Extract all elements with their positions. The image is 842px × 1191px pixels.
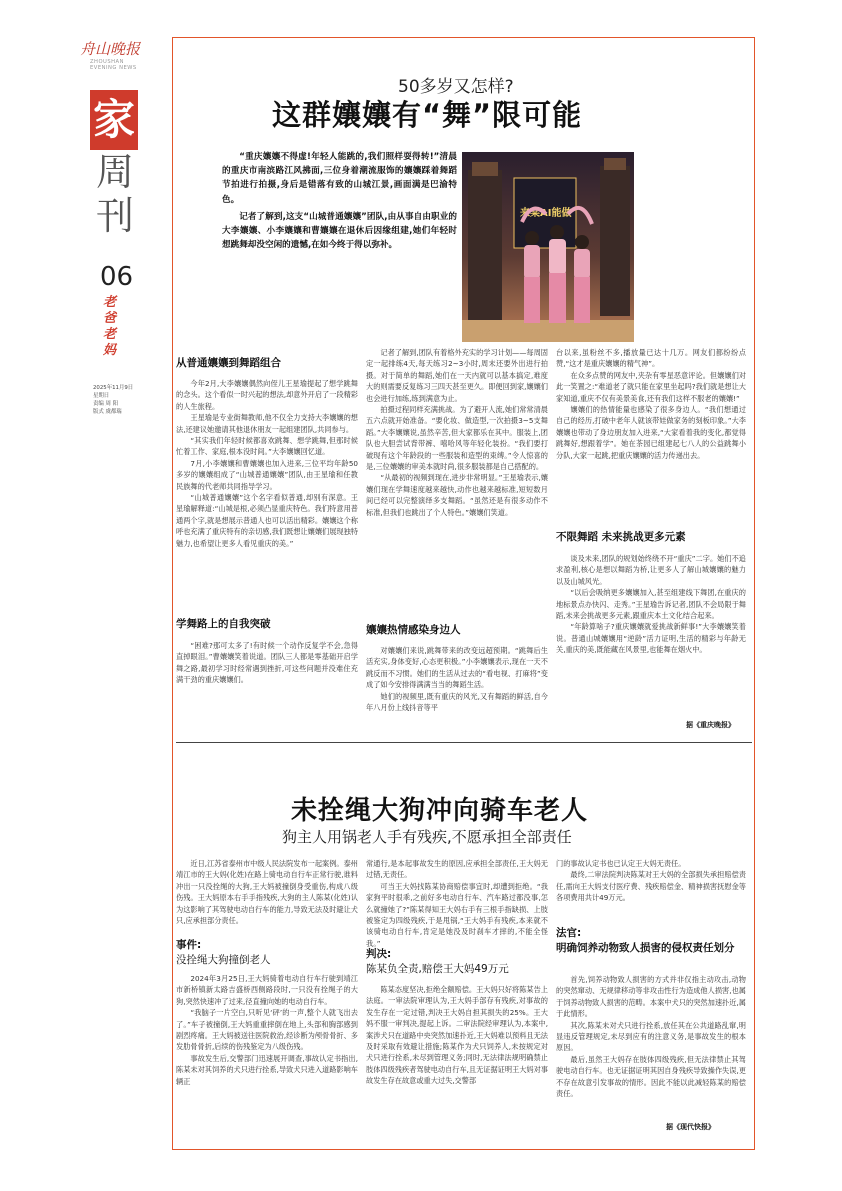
paragraph: 常通行,是本起事故发生的原因,应承担全部责任,王大妈无过错,无责任。 bbox=[366, 859, 548, 880]
paragraph: 谈及未来,团队的规划始终绕不开“重庆”二字。她们不追求盈利,核心是想以舞蹈为桥,让更多人了解山城孃孃的魅力以及山城风光。 bbox=[556, 554, 746, 586]
english-name-line2: EVENING NEWS bbox=[90, 65, 137, 71]
article2-col3-bottom bbox=[556, 974, 746, 1120]
heading-text: 没拴绳大狗撞倒老人 bbox=[176, 954, 271, 966]
article1-heading-2: 学舞路上的自我突破 bbox=[176, 618, 271, 630]
issue-weekday: 星期日 bbox=[93, 393, 110, 399]
editor-credit: 责编 周 阳 bbox=[93, 401, 118, 407]
paragraph: 孃孃们的热情能量也感染了很多身边人。“我们想通过自己的经历,打破中老年人就该带娃做家务的刻板印象。”大李孃孃也带动了身边朋友加入进来,“大家看着我的变化,都觉得跳舞好,想跟着学”。她在茶园已组建起七八人的公益跳舞小分队,大家一起跳,把重庆孃孃的活力传递出去。 bbox=[556, 405, 746, 460]
paragraph: 台以来,虽粉丝不多,播放量已达十几万。网友们都纷纷点赞,“这才是重庆孃孃的精气神”。 bbox=[556, 348, 746, 369]
issue-date: 2025年11月9日 bbox=[93, 385, 134, 391]
article1-lead bbox=[222, 150, 457, 252]
paragraph: 事故发生后,交警部门迅速展开调查,事故认定书指出,陈某未对其饲养的犬只进行拴系,导致犬只进入道路影响车辆正 bbox=[176, 1053, 358, 1086]
paragraph: 7月,小李孃孃和曹孃孃也加入进来,三位平均年龄50多岁的孃孃组成了“山城普通孃孃”团队,由王星瑜和任教民族舞的代老师共同指导学习。 bbox=[176, 458, 358, 491]
issue-meta bbox=[93, 384, 153, 416]
article2-source: 据《现代快报》 bbox=[666, 1123, 715, 1131]
article1-heading-3: 孃孃热情感染身边人 bbox=[366, 624, 461, 636]
article2-col1-bottom bbox=[176, 973, 358, 1137]
heading-label: 判决: bbox=[366, 948, 392, 960]
paragraph: 她们的视频里,既有重庆的风光,又有舞蹈的鲜活,自今年八月份上线抖音等平 bbox=[366, 691, 548, 713]
article1-col2-top bbox=[366, 347, 548, 615]
paragraph: 陈某态度坚决,拒绝全额赔偿。王大妈只好将陈某告上法庭。一审法院审理认为,王大妈手部存有残疾,对事故的发生存在一定过错,判决王大妈自担其损失的25%。王大妈不服一审判决,提起上诉。二审法院经审理认为,本案中,案涉犬只在道路中央突然加速扑近,王大妈难以预料且无法及时采取有效避让措施;陈某作为犬只饲养人,未按规定对犬只进行拴系,未尽到管理义务;同时,无法律法规明确禁止肢体四级残疾者驾驶电动自行车,且无证据证明王大妈对事故发生存在故意或重大过失,交警部 bbox=[366, 985, 548, 1086]
section-divider bbox=[176, 742, 752, 743]
paragraph: 近日,江苏省泰州市中级人民法院发布一起案例。泰州靖江市的王大妈(化姓)在路上骑电动自行车正常行驶,谁料冲出一只没拴绳的大狗,王大妈被撞倒身受重伤,构成八级伤残。王大妈原本右手手指残疾,大狗的主人陈某(化姓)认为这影响了其驾驶电动自行车的能力,导致无法及时避让犬只,应承担部分责任。 bbox=[176, 859, 358, 926]
article1-source: 据《重庆晚报》 bbox=[686, 721, 735, 729]
paragraph: 可当王大妈找陈某协商赔偿事宜时,却遭到拒绝。“我家狗平时很乖,之前好多电动自行车、汽车路过都没事,怎么就撞她了?”陈某得知王大妈右手有三根手指缺损、上肢被鉴定为四级残疾,于是甩锅,“王大妈手有残疾,本来就不该骑电动自行车,肯定是她没及时刹车才摔的,不能全怪我。” bbox=[366, 881, 548, 948]
paragraph: “山城普通孃孃”这个名字看似普通,却别有深意。王星瑜解释道:“山城是根,必须凸显重庆特色。我们特意用普通两个字,就是想展示普通人也可以活出精彩。孃孃这个称呼也充满了重庆特有的亲切感,我们既想让孃孃们展现独特魅力,也希望让更多人看见重庆的美。” bbox=[176, 493, 358, 548]
article1-col2-bottom bbox=[366, 645, 548, 731]
paragraph: 记者了解到,团队有着格外充实的学习计划——每周固定一起排练4天,每天练习2~3小时,周末还要外出进行拍摄。对于简单的舞蹈,她们在一天内就可以基本搞定,难度大的则需要反复练习三四天甚至更久。即便回到家,孃孃们也会进行加练,练到满意为止。 bbox=[366, 348, 548, 403]
article2-col1-top bbox=[176, 858, 358, 938]
article2-heading-3 bbox=[556, 926, 746, 956]
article2-subtitle: 狗主人用锅老人手有残疾,不愿承担全部责任 bbox=[282, 828, 572, 846]
photo-sign-text: 来某AI能做 bbox=[520, 208, 572, 219]
paragraph: “困难?那可太多了!有时候一个动作反复学不会,急得直掉眼泪。”曹孃孃笑着说道。团队三人都是零基础开启学舞之路,最初学习时经常遇到挫折,可这些问题并没难住充满干劲的重庆孃孃们。 bbox=[176, 641, 358, 685]
section-jia-block: 家 bbox=[90, 90, 138, 150]
column-label: 老爸老妈 bbox=[103, 295, 117, 358]
heading-text: 明确饲养动物致人损害的侵权责任划分 bbox=[556, 942, 735, 954]
article1-col1-top bbox=[176, 378, 358, 616]
heading-label: 事件: bbox=[176, 939, 202, 951]
paragraph: 门的事故认定书也已认定王大妈无责任。 bbox=[556, 859, 686, 868]
heading-text: 陈某负全责,赔偿王大妈49万元 bbox=[366, 963, 509, 975]
section-kan: 刊 bbox=[96, 194, 135, 238]
article1-col3-top bbox=[556, 347, 746, 525]
paragraph: “年龄算啥子?重庆孃孃就爱挑战新鲜事!”大李孃孃笑着说。普通山城孃孃用“逆龄”活力证明,生活的精彩与年龄无关,重庆的美,既能藏在风景里,也能舞在烟火中。 bbox=[556, 622, 746, 655]
dancers-photo bbox=[462, 152, 634, 342]
article1-col3-bottom bbox=[556, 553, 746, 717]
page-number: 06 bbox=[100, 262, 134, 292]
paragraph: “以后会吸纳更多孃孃加入,甚至组建线下舞团,在重庆的地标景点办快闪、走秀。”王星瑜告诉记者,团队不会局限于舞蹈,未来会挑战更多元素,跟重庆本土文化结合起来。 bbox=[556, 588, 746, 621]
designer-credit: 版式 虞都瑞 bbox=[93, 409, 122, 415]
article2-col3-top bbox=[556, 858, 746, 918]
paragraph: 其次,陈某未对犬只进行拴系,放任其在公共道路乱窜,明显违反管理规定,未尽到应有的注意义务,是事故发生的根本原因。 bbox=[556, 1020, 746, 1053]
article2-col2-bottom bbox=[366, 984, 548, 1137]
article2-heading-1 bbox=[176, 938, 271, 968]
article1-heading-1: 从普通孃孃到舞蹈组合 bbox=[176, 357, 281, 369]
english-name-line1: ZHOUSHAN bbox=[90, 59, 124, 65]
article2-title: 未拴绳大狗冲向骑车老人 bbox=[291, 796, 589, 826]
section-zhoukan bbox=[96, 150, 134, 238]
paragraph: 拍摄过程同样充满挑战。为了避开人流,她们常常清晨五六点就开始准备。“要化妆、做造型,一次拍摄3~5支舞蹈。”大李孃孃说,虽然辛苦,但大家都乐在其中。服装上,团队也大胆尝试背带裤、嘻哈风等年轻化装扮。“我们要打破现有这个年龄段的一些服装和造型的束缚。”令人惊喜的是,三位孃孃的审美本就时尚,很多服装都是自己搭配的。 bbox=[366, 405, 548, 472]
article2-heading-2 bbox=[366, 947, 509, 977]
paragraph: 对孃孃们来说,跳舞带来的改变远超预期。“跳舞后生活充实,身体变好,心态更积极。”小李孃孃表示,现在一天不跳反而不习惯。她们的生活从过去的“看电视、打麻将”变成了如今安排得满满当当的舞蹈生活。 bbox=[366, 646, 548, 690]
paragraph: 2024年3月25日,王大妈骑着电动自行车行驶到靖江市新桥镇新太路吉盛桥西侧路段时,一只没有拴绳子的大狗,突然快速冲了过来,径直撞向她的电动自行车。 bbox=[176, 974, 358, 1006]
paragraph: 最终,二审法院判决陈某对王大妈的全部损失承担赔偿责任,需向王大妈支付医疗费、残疾赔偿金、精神损害抚慰金等各项费用共计49万元。 bbox=[556, 870, 746, 903]
paragraph: “我脑子一片空白,只听见‘砰’的一声,整个人就飞出去了。”车子被撞倒,王大妈重重摔倒在地上,头部和胸部感到剧烈疼痛。王大妈被送往医院救治,经诊断为颅骨骨折、多发肋骨骨折,后续的伤残鉴定为八级伤残。 bbox=[176, 1008, 358, 1052]
paragraph: 王星瑜是专业街舞教师,他不仅全力支持大李孃孃的想法,还建议她邀请其他退休朋友一起组建团队,共同参与。 bbox=[176, 413, 358, 434]
lead-paragraph: “重庆孃孃不得虚!年轻人能跳的,我们照样耍得转!”清晨的重庆市南滨路江风拂面,三位身着潮流服饰的孃孃踩着舞蹈节拍进行拍摄,身后是错落有致的山城江景,画面满是巴渝特色。 bbox=[222, 152, 457, 205]
article1-col1-bottom bbox=[176, 640, 358, 720]
newspaper-english-name bbox=[90, 59, 137, 71]
newspaper-logo: 舟山晚报 bbox=[80, 40, 141, 58]
paragraph: 在众多点赞的网友中,夹杂有零星恶意评论。但孃孃们对此一笑置之:“难道老了就只能在家里坐起吗?我们就是想让大家知道,重庆不仅有美景美食,还有我们这样不服老的孃孃!” bbox=[556, 370, 746, 403]
lead-paragraph: 记者了解到,这支“山城普通孃孃”团队,由从事自由职业的大李孃孃、小李孃孃和曹孃孃在退休后因缘组建,她们年轻时想跳舞却没空闲的遗憾,在如今终于得以弥补。 bbox=[222, 211, 457, 251]
article1-title: 这群孃孃有“舞”限可能 bbox=[272, 98, 583, 132]
article2-col2-top bbox=[366, 858, 548, 958]
paragraph: 最后,虽然王大妈存在肢体四级残疾,但无法律禁止其驾驶电动自行车。也无证据证明其因自身残疾导致操作失误,更不存在故意引发事故的情形。因此不能以此减轻陈某的赔偿责任。 bbox=[556, 1054, 746, 1099]
paragraph: “其实我们年轻时候都喜欢跳舞、想学跳舞,但那时候忙着工作、家庭,根本没时间。”大李孃孃回忆道。 bbox=[176, 436, 358, 457]
paragraph: “从最初的视频到现在,进步非常明显。”王星瑜表示,孃孃们现在学舞速度越来越快,动作也越来越标准,短短数月间已经可以完整演绎多支舞蹈。“虽然还是有很多动作不标准,但我们也跳出了个人特色。”孃孃们笑道。 bbox=[366, 473, 548, 517]
article1-heading-4: 不限舞蹈 未来挑战更多元素 bbox=[556, 531, 686, 543]
section-zhou: 周 bbox=[96, 150, 135, 194]
paragraph: 今年2月,大李孃孃偶然向侄儿王星瑜提起了想学跳舞的念头。这个看似一时兴起的想法,却意外开启了一段精彩的人生旅程。 bbox=[176, 379, 358, 411]
paragraph: 首先,饲养动物致人损害的方式并非仅指主动攻击,动物的突然窜动、无规律移动等非攻击性行为造成他人损害,也属于饲养动物致人损害的范畴。本案中犬只的突然加速扑近,属于此情形。 bbox=[556, 975, 746, 1019]
heading-label: 法官: bbox=[556, 927, 582, 939]
article1-subtitle: 50多岁又怎样? bbox=[398, 77, 514, 97]
